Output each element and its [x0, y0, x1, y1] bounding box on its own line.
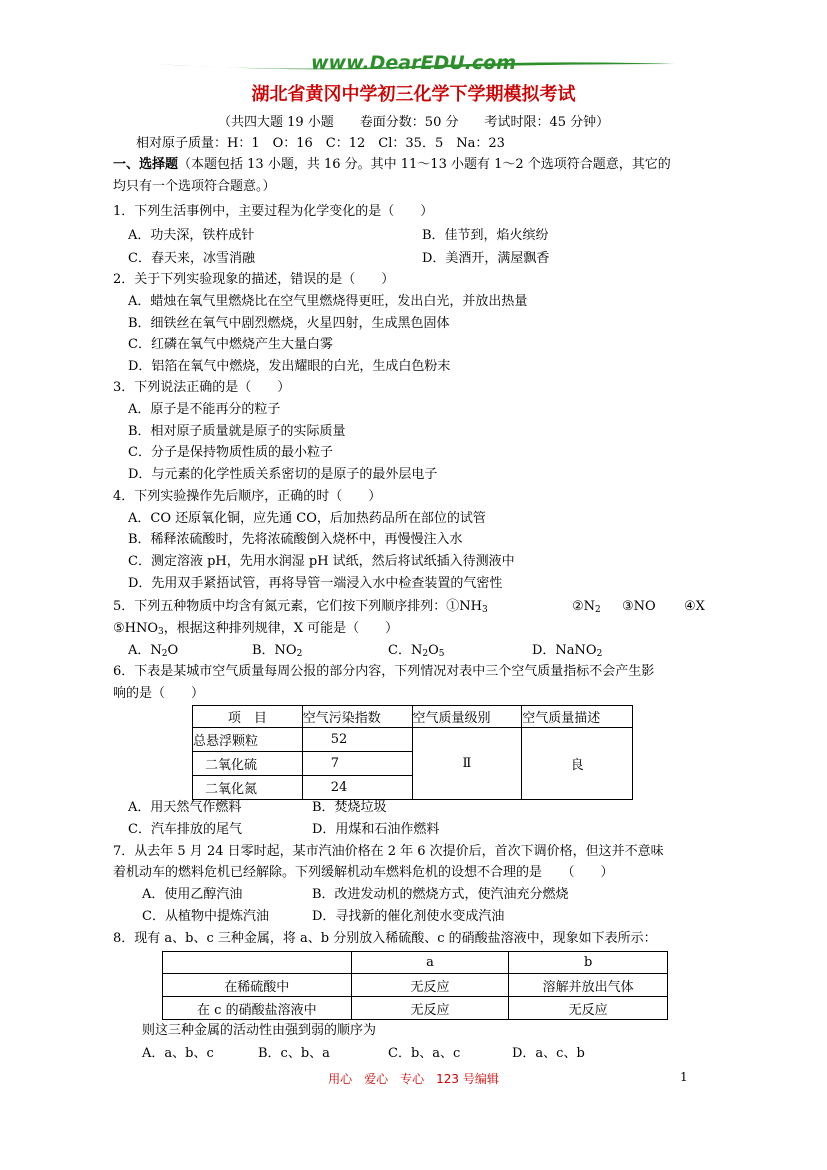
- footer-text: 用心 爱心 专心 123 号编辑: [328, 1072, 499, 1086]
- q8-row2-b: 无反应: [509, 997, 668, 1020]
- q5-option-c-sub: 2: [422, 649, 429, 659]
- q5-option-b-text: B．NO: [252, 643, 297, 658]
- q5-option-a-text2: O: [167, 643, 179, 658]
- q6-option-c: C．汽车排放的尾气: [128, 822, 242, 837]
- q8-table: [162, 951, 668, 1020]
- q7-stem-line1: 7．从去年 5 月 24 日零时起，某市汽油价格在 2 年 6 次提价后，首次下调价格，但这并不意味: [113, 844, 664, 859]
- q5-item-1-sub: 3: [482, 605, 488, 615]
- q5-item-5-sub: 3: [158, 627, 164, 637]
- q6-option-a: A．用天然气作燃料: [128, 800, 242, 815]
- q8-row2-a: 无反应: [351, 997, 509, 1020]
- q3-option-b: B．相对原子质量就是原子的实际质量: [128, 424, 346, 439]
- q6-header-desc: 空气质量描述: [522, 706, 633, 728]
- q2-option-a: A．蜡烛在氧气里燃烧比在空气里燃烧得更旺，发出白光，并放出热量: [128, 294, 528, 309]
- q6-option-d: D．用煤和石油作燃料: [312, 822, 440, 837]
- q6-level: Ⅱ: [412, 728, 522, 800]
- q5-option-a-text: A．N: [128, 643, 162, 658]
- q7-option-d: D．寻找新的催化剂使水变成汽油: [312, 909, 505, 924]
- q7-stem-line2: 着机动车的燃料危机已经解除。下列缓解机动车燃料危机的设想不合理的是 （ ）: [113, 865, 614, 880]
- q3-option-c: C．分子是保持物质性质的最小粒子: [128, 445, 333, 460]
- exam-title: 湖北省黄冈中学初三化学下学期模拟考试: [251, 84, 576, 105]
- q1-option-a: A．功夫深，铁杵成针: [128, 228, 255, 243]
- q4-option-d: D．先用双手紧捂试管，再将导管一端浸入水中检查装置的气密性: [128, 576, 503, 591]
- q6-option-b: B．焚烧垃圾: [312, 800, 387, 815]
- q6-row1-item: 总悬浮颗粒: [193, 728, 303, 752]
- q1-option-b: B．佳节到，焰火缤纷: [422, 228, 549, 243]
- q2-option-b: B．细铁丝在氧气中剧烈燃烧，火星四射，生成黑色固体: [128, 316, 450, 331]
- q8-header-b: b: [509, 952, 668, 974]
- q5-stem: [113, 596, 488, 617]
- q6-row3-item: 二氧化氮: [193, 776, 303, 800]
- q8-header-empty: [163, 952, 352, 974]
- section-1-heading: 一、选择题: [113, 157, 179, 172]
- q5-item-2-sub: 2: [595, 605, 601, 615]
- q5-tail: ，根据这种排列规律，X 可能是（ ）: [163, 621, 399, 636]
- q4-option-c: C．测定溶液 pH，先用水润湿 pH 试纸，然后将试纸插入待测液中: [128, 554, 515, 569]
- q5-item-1: ①NH: [446, 599, 482, 614]
- q8-stem: 8．现有 a、b、c 三种金属，将 a、b 分别放入稀硫酸、c 的硝酸盐溶液中，现象如下表所示：: [113, 931, 657, 946]
- q5-option-d-sub: 2: [596, 649, 603, 659]
- q4-stem: 4．下列实验操作先后顺序，正确的时（ ）: [113, 489, 382, 504]
- q8-question: 则这三种金属的活动性由强到弱的顺序为: [142, 1023, 377, 1038]
- exam-info: （共四大题 19 小题 卷面分数：50 分 考试时限：45 分钟）: [218, 115, 610, 130]
- q5-option-b-sub: 2: [296, 649, 303, 659]
- q6-table: [192, 705, 633, 800]
- q1-option-c: C．春天来，冰雪消融: [128, 251, 255, 266]
- q6-row3-value: 24: [302, 776, 412, 800]
- q5-option-c-sub2: 5: [438, 649, 445, 659]
- q6-header-level: 空气质量级别: [412, 706, 522, 728]
- q6-row1-value: 52: [302, 728, 412, 752]
- q6-stem-line2: 响的是（ ）: [113, 686, 205, 701]
- q4-option-a: A．CO 还原氧化铜，应先通 CO，后加热药品所在部位的试管: [128, 511, 486, 526]
- q3-option-a: A．原子是不能再分的粒子: [128, 402, 281, 417]
- q8-option-d: D．a、c、b: [512, 1046, 585, 1061]
- q6-header-item: 项 目: [193, 706, 303, 728]
- q6-stem-line1: 6．下表是某城市空气质量每周公报的部分内容，下列情况对表中三个空气质量指标不会产生影: [113, 664, 655, 679]
- q1-option-d: D．美酒开，满屋飘香: [422, 251, 550, 266]
- q5-option-a-sub: 2: [161, 649, 168, 659]
- q5-item-2: [572, 596, 601, 617]
- q5-option-d: [532, 640, 602, 661]
- header-swoosh-decoration: [155, 58, 675, 72]
- q7-option-b: B．改进发动机的燃烧方式，使汽油充分燃烧: [312, 887, 569, 902]
- q8-row1-a: 无反应: [351, 974, 509, 997]
- q3-option-d: D．与元素的化学性质关系密切的是原子的最外层电子: [128, 467, 438, 482]
- q5-item-4: ④X: [684, 599, 705, 614]
- q8-header-a: a: [351, 952, 509, 974]
- q5-option-c: [388, 640, 444, 661]
- site-url: www.DearEDU.com: [310, 52, 517, 74]
- q8-row2-label: 在 c 的硝酸盐溶液中: [163, 997, 352, 1020]
- q2-option-c: C．红磷在氧气中燃烧产生大量白雾: [128, 337, 333, 352]
- section-1-line1: [113, 154, 671, 175]
- q5-option-c-text: C．N: [388, 643, 423, 658]
- page-number: 1: [680, 1070, 688, 1084]
- q3-stem: 3．下列说法正确的是（ ）: [113, 380, 291, 395]
- q5-stem-text: 5．下列五种物质中均含有氮元素，它们按下列顺序排列：: [113, 599, 447, 614]
- section-1-desc: （本题包括 13 小题，共 16 分。其中 11～13 小题有 1～2 个选项符合题意，其它的: [178, 157, 671, 172]
- q8-option-b: B．c、b、a: [258, 1046, 330, 1061]
- q5-item-2-text: ②N: [572, 599, 596, 614]
- q4-option-b: B．稀释浓硫酸时，先将浓硫酸倒入烧杯中，再慢慢注入水: [128, 532, 463, 547]
- q5-stem-line2: [113, 618, 398, 639]
- q6-row2-value: 7: [302, 752, 412, 776]
- q8-option-a: A．a、b、c: [142, 1046, 214, 1061]
- q8-option-c: C．b、a、c: [388, 1046, 461, 1061]
- q6-row2-item: 二氧化硫: [193, 752, 303, 776]
- q6-desc: 良: [522, 728, 633, 800]
- q5-item-5: ⑤HNO: [113, 621, 159, 636]
- q2-stem: 2．关于下列实验现象的描述，错误的是（ ）: [113, 272, 395, 287]
- atomic-mass: 相对原子质量：H：1 O：16 C：12 Cl：35．5 Na：23: [136, 136, 505, 151]
- q7-option-c: C．从植物中提炼汽油: [142, 909, 269, 924]
- q5-option-d-text: D．NaNO: [532, 643, 597, 658]
- q5-item-3: ③NO: [622, 599, 656, 614]
- q1-stem: 1．下列生活事例中，主要过程为化学变化的是（ ）: [113, 204, 434, 219]
- q7-option-a: A．使用乙醇汽油: [142, 887, 243, 902]
- q5-option-b: [252, 640, 302, 661]
- q6-header-index: 空气污染指数: [302, 706, 412, 728]
- section-1-line2: 均只有一个选项符合题意。）: [113, 179, 276, 194]
- q8-row1-b: 溶解并放出气体: [509, 974, 668, 997]
- q8-row1-label: 在稀硫酸中: [163, 974, 352, 997]
- q2-option-d: D．铝箔在氧气中燃烧，发出耀眼的白光，生成白色粉末: [128, 359, 451, 374]
- q5-option-c-text2: O: [428, 643, 439, 658]
- q5-option-a: [128, 640, 178, 661]
